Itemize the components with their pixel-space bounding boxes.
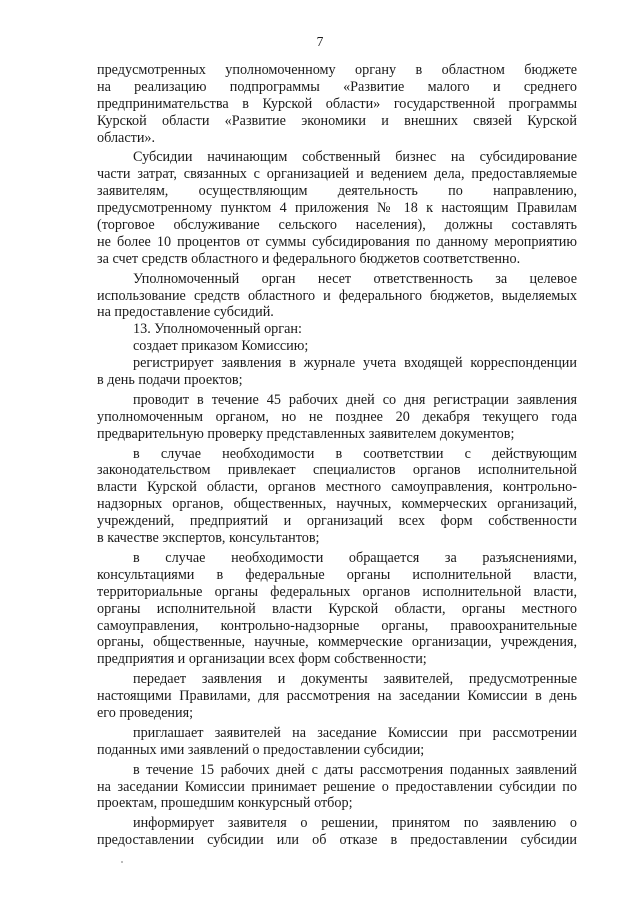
section-heading: 13. Уполномоченный орган: xyxy=(133,321,302,338)
page-number: 7 xyxy=(316,34,324,49)
text-line: поданных ими заявлений о предоставлении субсидии; xyxy=(97,741,425,758)
text-line: предварительную проверку представленных заявителем документов; xyxy=(97,425,515,442)
text-line: на реализацию подпрограммы «Развитие малого и среднего xyxy=(97,78,577,95)
text-line: самоуправления, контрольно-надзорные органы, правоохранительные xyxy=(97,617,577,634)
text-line: предусмотренных уполномоченному органу в областном бюджете xyxy=(97,62,577,78)
text-line: регистрирует заявления в журнале учета входящей корреспонденции xyxy=(133,355,577,372)
text-line: предоставлении субсидии или об отказе в предоставлении субсидии xyxy=(97,832,577,849)
text-line: создает приказом Комиссию; xyxy=(133,338,309,355)
text-line: использование средств областного и федерального бюджетов, выделяемых xyxy=(97,287,577,304)
text-line: проводит в течение 45 рабочих дней со дня регистрации заявления xyxy=(133,391,577,408)
text-line: области». xyxy=(97,129,156,146)
text-line: в случае необходимости в соответствии с действующим xyxy=(133,445,577,462)
text-line: органы исполнительной власти Курской области, органы местного xyxy=(97,600,577,617)
text-line: в качестве экспертов, консультантов; xyxy=(97,530,320,547)
text-line: на предоставление субсидий. xyxy=(97,304,274,321)
text-line: Уполномоченный орган несет ответственность за целевое xyxy=(133,270,577,287)
text-line: Курской области «Развитие экономики и внешних связей Курской xyxy=(97,112,577,129)
text-line: Субсидии начинающим собственный бизнес на субсидирование xyxy=(133,149,577,166)
text-line: в день подачи проектов; xyxy=(97,372,243,389)
text-line: за счет средств областного и федерального бюджетов соответственно. xyxy=(97,250,521,267)
text-line: в течение 15 рабочих дней с даты рассмотрения поданных заявлений xyxy=(133,761,577,778)
text-line: настоящими Правилами, для рассмотрения на заседании Комиссии в день xyxy=(97,688,577,705)
text-line: части затрат, связанных с организацией и ведением дела, предоставляемые xyxy=(97,166,577,183)
text-line: заявителям, осуществляющим деятельность по направлению, xyxy=(97,183,577,200)
text-line: законодательством привлекает специалистов органов исполнительной xyxy=(97,462,577,479)
text-line: на заседании Комиссии принимает решение о предоставлении субсидии по xyxy=(97,778,577,795)
text-line: проектам, прошедшим конкурсный отбор; xyxy=(97,795,353,812)
document-body xyxy=(97,62,577,849)
text-line: предпринимательства в Курской области» государственной программы xyxy=(97,95,577,112)
text-line: органы, общественные, научные, коммерческие организации, учреждения, xyxy=(97,634,577,651)
text-line: его проведения; xyxy=(97,704,194,721)
text-line: надзорных органов, общественных, научных, коммерческих организаций, xyxy=(97,496,577,513)
text-line: власти Курской области, органов местного самоуправления, контрольно- xyxy=(97,479,577,496)
text-line: учреждений, предприятий и организаций всех форм собственности xyxy=(97,513,577,530)
text-line: уполномоченным органом, но не позднее 20 декабря текущего года xyxy=(97,408,577,425)
text-line: (торговое обслуживание сельского населения), должны составлять xyxy=(97,217,577,234)
scan-speck xyxy=(121,861,123,863)
text-line: не более 10 процентов от суммы субсидирования по данному мероприятию xyxy=(97,233,577,250)
text-line: консультациями в федеральные органы исполнительной власти, xyxy=(97,566,577,583)
text-line: информирует заявителя о решении, принятом по заявлению о xyxy=(133,815,577,832)
text-line: приглашает заявителей на заседание Комиссии при рассмотрении xyxy=(133,724,577,741)
text-line: предусмотренному пунктом 4 приложения № 18 к настоящим Правилам xyxy=(97,200,577,217)
text-line: в случае необходимости обращается за разъяснениями, xyxy=(133,549,577,566)
text-line: предприятия и организации всех форм собственности; xyxy=(97,651,427,668)
text-line: передает заявления и документы заявителей, предусмотренные xyxy=(133,671,577,688)
text-line: территориальные органы федеральных органов исполнительной власти, xyxy=(97,583,577,600)
